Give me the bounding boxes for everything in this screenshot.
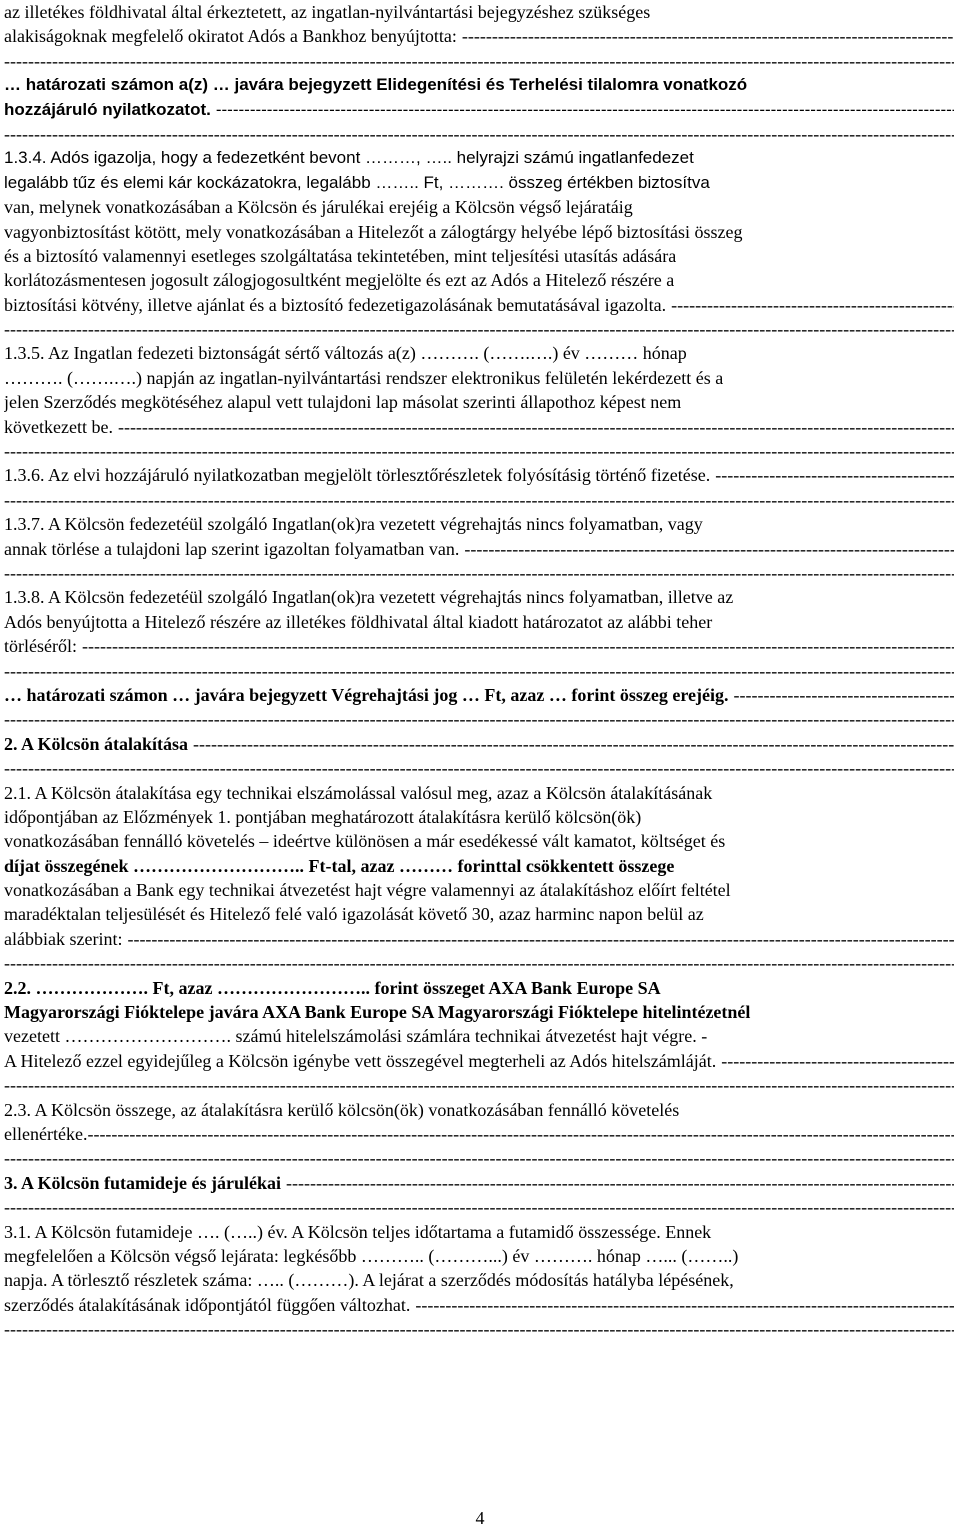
dash-filler-line [4, 1317, 954, 1341]
text-line [4, 0, 954, 24]
text-line [4, 976, 954, 1000]
text-run: törléséről: [4, 636, 77, 657]
text-line [4, 1122, 954, 1146]
text-line [4, 1024, 954, 1048]
text-line [4, 98, 954, 122]
text-line [4, 1098, 954, 1122]
text-line [4, 1293, 954, 1317]
dash-filler-line [4, 561, 954, 585]
text-line [4, 1268, 954, 1292]
text-run: jelen Szerződés megkötéséhez alapul vett tulajdoni lap másolat szerinti állapothoz képest nem [4, 392, 682, 413]
section-heading [4, 1171, 954, 1195]
page-number: 4 [475, 1508, 485, 1528]
text-line [4, 341, 954, 365]
dash-filler-line [4, 707, 954, 731]
text-line [4, 1000, 954, 1024]
text-line [4, 1049, 954, 1073]
text-line [4, 463, 954, 487]
text-line [4, 512, 954, 536]
text-line [4, 610, 954, 634]
dash-filler-line [4, 317, 954, 341]
dash-filler-line [4, 49, 954, 73]
text-line [4, 634, 954, 658]
text-run: 3. A Kölcsön futamideje és járulékai [4, 1172, 281, 1193]
text-line [4, 829, 954, 853]
text-line [4, 415, 954, 439]
text-run: megfelelően a Kölcsön végső lejárata: legkésőbb ……….. (………...) év ………. hónap …... (……..) [4, 1245, 739, 1266]
text-run: vezetett ………………………. számú hitelelszámolási számlára technikai átvezetést hajt végre. - [4, 1026, 708, 1047]
text-run: vonatkozásában a Bank egy technikai átvezetést hajt végre valamennyi az átalakításhoz előírt feltétel [4, 880, 731, 901]
text-line [4, 195, 954, 219]
text-line [4, 683, 954, 707]
text-line [4, 805, 954, 829]
text-line [4, 366, 954, 390]
dash-filler-line [4, 756, 954, 780]
text-run: napja. A törlesztő részletek száma: ….. (………). A lejárat a szerződés módosítás hatályba lépésének, [4, 1270, 734, 1291]
text-run: ellenértéke. [4, 1123, 88, 1144]
text-run: van, melynek vonatkozásában a Kölcsön és járulékai erejéig a Kölcsön végső lejáratáig [4, 197, 633, 218]
text-line [4, 537, 954, 561]
text-run: 1.3.7. A Kölcsön fedezetéül szolgáló Ingatlan(ok)ra vezetett végrehajtás nincs folyamatban, vagy [4, 514, 703, 535]
dash-filler-line [4, 488, 954, 512]
text-run: A Hitelező ezzel egyidejűleg a Kölcsön igénybe vett összegével megterheli az Adós hitelszámláját. [4, 1050, 717, 1071]
text-run: 2.1. A Kölcsön átalakítása egy technikai elszámolással valósul meg, azaz a Kölcsön átalakításának [4, 782, 713, 803]
text-run: hozzájáruló nyilatkozatot. [4, 99, 211, 119]
text-run: 1.3.5. Az Ingatlan fedezeti biztonságát sértő változás a(z) ………. (…….….) év ……… hónap [4, 343, 687, 364]
text-run: 2. A Kölcsön átalakítása [4, 733, 189, 754]
text-line [4, 781, 954, 805]
dash-filler-line [4, 1195, 954, 1219]
text-line [4, 1220, 954, 1244]
dash-filler-line [4, 1146, 954, 1170]
text-run: Magyarországi Fióktelepe javára AXA Bank Europe SA Magyarországi Fióktelepe hitelintézetnél [4, 1002, 751, 1023]
text-line [4, 390, 954, 414]
text-run: ………. (…….….) napján az ingatlan-nyilvántartási rendszer elektronikus felületén lekérdezett és a [4, 367, 724, 388]
dash-filler-line [4, 1073, 954, 1097]
dash-filler-line [4, 122, 954, 146]
dash-filler-line [4, 951, 954, 975]
text-run: vagyonbiztosítást kötött, mely vonatkozásában a Hitelezőt a zálogtárgy helyébe lépő biztosítási összeg [4, 221, 743, 242]
text-run: maradéktalan teljesülését és Hitelező felé való igazolását követő 30, azaz harminc napon belül az [4, 904, 704, 925]
text-line [4, 244, 954, 268]
text-line [4, 854, 954, 878]
text-run: Adós benyújtotta a Hitelező részére az illetékes földhivatal által kiadott határozatot az alábbi teher [4, 611, 713, 632]
text-run: alakiságoknak megfelelő okiratot Adós a Bankhoz benyújtotta: [4, 26, 457, 47]
text-line [4, 902, 954, 926]
text-run: … határozati számon … javára bejegyzett Végrehajtási jog … Ft, azaz … forint összeg erejéig. [4, 684, 729, 705]
section-heading [4, 732, 954, 756]
text-run: szerződés átalakításának időpontjától függően változhat. [4, 1294, 411, 1315]
text-line [4, 585, 954, 609]
dash-filler-line [4, 439, 954, 463]
text-run: 2.2. ………………. Ft, azaz …………………….. forint összeget AXA Bank Europe SA [4, 977, 661, 998]
text-run: korlátozásmentesen jogosult zálogjogosultként megjelölte és ezt az Adós a Hitelező részére a [4, 270, 675, 291]
text-line [4, 73, 954, 97]
text-run: 1.3.8. A Kölcsön fedezetéül szolgáló Ingatlan(ok)ra vezetett végrehajtás nincs folyamatban, illetve az [4, 587, 734, 608]
text-run: az illetékes földhivatal által érkeztetett, az ingatlan-nyilvántartási bejegyzéshez szükséges [4, 2, 651, 22]
text-line [4, 220, 954, 244]
document-page [4, 0, 954, 1341]
text-run: annak törlése a tulajdoni lap szerint igazoltan folyamatban van. [4, 538, 460, 559]
text-line [4, 927, 954, 951]
text-run: és a biztosító valamennyi esetleges szolgáltatása tekintetében, mint teljesítési utasítás adására [4, 245, 677, 266]
text-run: 1.3.4. Adós igazolja, hogy a fedezetként bevont ………, ….. helyrajzi számú ingatlanfedezet [4, 148, 694, 168]
text-run: … határozati számon a(z) … javára bejegyzett Elidegenítési és Terhelési tilalomra vonatkozó [4, 75, 748, 95]
text-line [4, 878, 954, 902]
text-line [4, 268, 954, 292]
text-run: következett be. [4, 416, 113, 437]
text-line [4, 293, 954, 317]
text-run: 3.1. A Kölcsön futamideje …. (…..) év. A Kölcsön teljes időtartama a futamidő összessége. Ennek [4, 1221, 712, 1242]
dash-filler-line [4, 659, 954, 683]
text-line [4, 146, 954, 170]
text-run: 1.3.6. Az elvi hozzájáruló nyilatkozatban megjelölt törlesztőrészletek folyósításig történő fizetése. [4, 465, 711, 486]
text-line [4, 24, 954, 48]
text-line [4, 1244, 954, 1268]
text-run: vonatkozásában fennálló követelés – ideértve különösen a már esedékessé vált kamatot, költséget és [4, 831, 726, 852]
text-run: 2.3. A Kölcsön összege, az átalakításra kerülő kölcsön(ök) vonatkozásában fennálló követelés [4, 1099, 680, 1120]
text-run: legalább tűz és elemi kár kockázatokra, legalább …….. Ft, ………. összeg értékben biztosítva [4, 172, 710, 192]
text-run: biztosítási kötvény, illetve ajánlat és a biztosító fedezetigazolásának bemutatásával igazolta. [4, 294, 667, 315]
text-line [4, 171, 954, 195]
text-run: alábbiak szerint: [4, 928, 123, 949]
text-run: időpontjában az Előzmények 1. pontjában meghatározott átalakításra kerülő kölcsön(ök) [4, 806, 642, 827]
text-run: díjat összegének ……………………….. Ft-tal, azaz ……… forinttal csökkentett összege [4, 855, 675, 876]
